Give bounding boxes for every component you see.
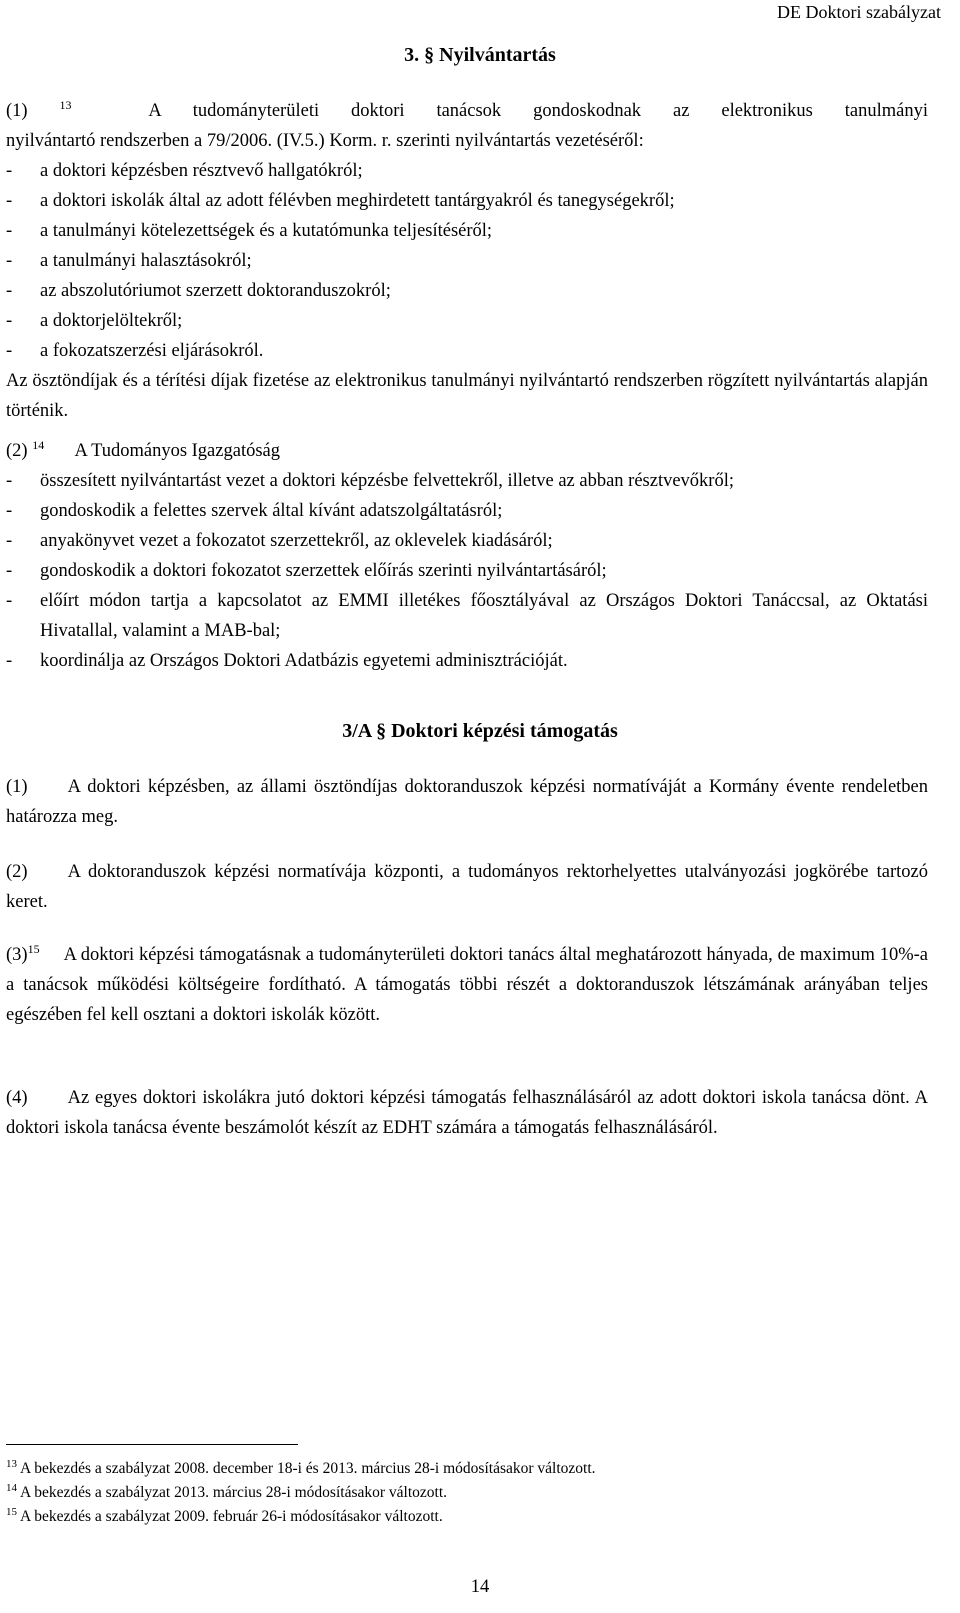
list-item: - a doktori iskolák által az adott félévben meghirdetett tantárgyakról és tanegységekről; xyxy=(6,191,675,211)
list-item: - gondoskodik a doktori fokozatot szerzettek előírás szerinti nyilvántartásáról; xyxy=(6,561,607,581)
running-header: DE Doktori szabályzat xyxy=(777,2,941,22)
list-item: - koordinálja az Országos Doktori Adatbázis egyetemi adminisztrációját. xyxy=(6,651,568,671)
paragraph-2-lead xyxy=(6,436,928,466)
paragraph-number: (2) xyxy=(6,862,28,882)
paragraph-text: A doktori képzési támogatásnak a tudományterületi doktori tanács által meghatározott hányada, de maximum 10%-a a tanácsok működési költségeire fordítható. A támogatás többi részét a doktoranduszok létszámának arányában teljes egészében fel kell osztani a doktori iskolák között. xyxy=(6,945,928,1025)
paragraph-number: (4) xyxy=(6,1088,28,1108)
paragraph-text: A doktoranduszok képzési normatívája központi, a tudományos rektorhelyettes utalványozási jogkörébe tartozó keret. xyxy=(6,862,928,912)
section-3a-paragraph-4 xyxy=(6,1083,928,1143)
list-item: - a doktorjelöltekről; xyxy=(6,311,183,331)
paragraph-number: (2) xyxy=(6,441,28,461)
paragraph-number: (1) xyxy=(6,777,28,797)
footnote-separator xyxy=(6,1444,298,1445)
list-item: - a fokozatszerzési eljárásokról. xyxy=(6,341,264,361)
list-item: - a doktori képzésben résztvevő hallgatókról; xyxy=(6,161,363,181)
section-3a-paragraph-2 xyxy=(6,857,928,917)
list-item: - összesített nyilvántartást vezet a doktori képzésbe felvettekről, illetve az abban résztvevőkről; xyxy=(6,471,734,491)
list-item: - a tanulmányi halasztásokról; xyxy=(6,251,252,271)
paragraph-number: (3) xyxy=(6,945,28,965)
paragraph-1-second-line: nyilvántartó rendszerben a 79/2006. (IV.5.) Korm. r. szerinti nyilvántartás vezetéséről: xyxy=(6,131,644,151)
section-3a-heading: 3/A § Doktori képzési támogatás xyxy=(342,720,618,742)
paragraph-number: (1) xyxy=(6,101,28,121)
footnote-ref: 15 xyxy=(27,942,40,956)
footnote: $^{13}$ A bekezdés a szabályzat 2008. december 18-i és 2013. március 28-i módosításakor változott. xyxy=(6,1458,596,1477)
paragraph-closing-text: Az ösztöndíjak és a térítési díjak fizetése az elektronikus tanulmányi nyilvántartó rendszerben rögzített nyilvántartás alapján történik. xyxy=(6,371,928,421)
paragraph-text: Az egyes doktori iskolákra jutó doktori képzési támogatás felhasználásáról az adott doktori iskola tanácsa dönt. A doktori iskola tanácsa évente beszámolót készít az EDHT számára a támogatás felhasználásáról. xyxy=(6,1088,928,1138)
paragraph-text: A Tudományos Igazgatóság xyxy=(74,441,280,461)
footnote-ref: 14 xyxy=(32,438,45,452)
paragraph-text: A tudományterületi doktori tanácsok gondoskodnak az elektronikus tanulmányi xyxy=(148,101,928,121)
paragraph-text: A doktori képzésben, az állami ösztöndíjas doktoranduszok képzési normatíváját a Kormány évente rendeletben határozza meg. xyxy=(6,777,928,827)
footnote: $^{15}$ A bekezdés a szabályzat 2009. február 26-i módosításakor változott. xyxy=(6,1506,443,1525)
section-3a-paragraph-3 xyxy=(6,940,928,1030)
page-number: 14 xyxy=(470,1577,490,1597)
footnote: $^{14}$ A bekezdés a szabályzat 2013. március 28-i módosításakor változott. xyxy=(6,1482,448,1501)
section-3-heading: 3. § Nyilvántartás xyxy=(404,44,556,66)
footnotes xyxy=(6,1457,928,1529)
footnote-ref: 13 xyxy=(59,98,72,112)
section-3-paragraph-2 xyxy=(6,436,928,676)
list-item: - gondoskodik a felettes szervek által kívánt adatszolgáltatásról; xyxy=(6,501,503,521)
list-item: - előírt módon tartja a kapcsolatot az EMMI illetékes főosztályával az Országos Doktori Tanáccsal, az Oktatási Hivatallal, valamint a MAB-bal; xyxy=(6,591,928,641)
list-item: - a tanulmányi kötelezettségek és a kutatómunka teljesítéséről; xyxy=(6,221,493,241)
section-3-paragraph-1 xyxy=(6,96,928,426)
paragraph-1-first-line xyxy=(6,96,928,126)
section-3a-paragraph-1 xyxy=(6,772,928,832)
list-item: - anyakönyvet vezet a fokozatot szerzettekről, az oklevelek kiadásáról; xyxy=(6,531,553,551)
list-item: - az abszolutóriumot szerzett doktoranduszokról; xyxy=(6,281,391,301)
